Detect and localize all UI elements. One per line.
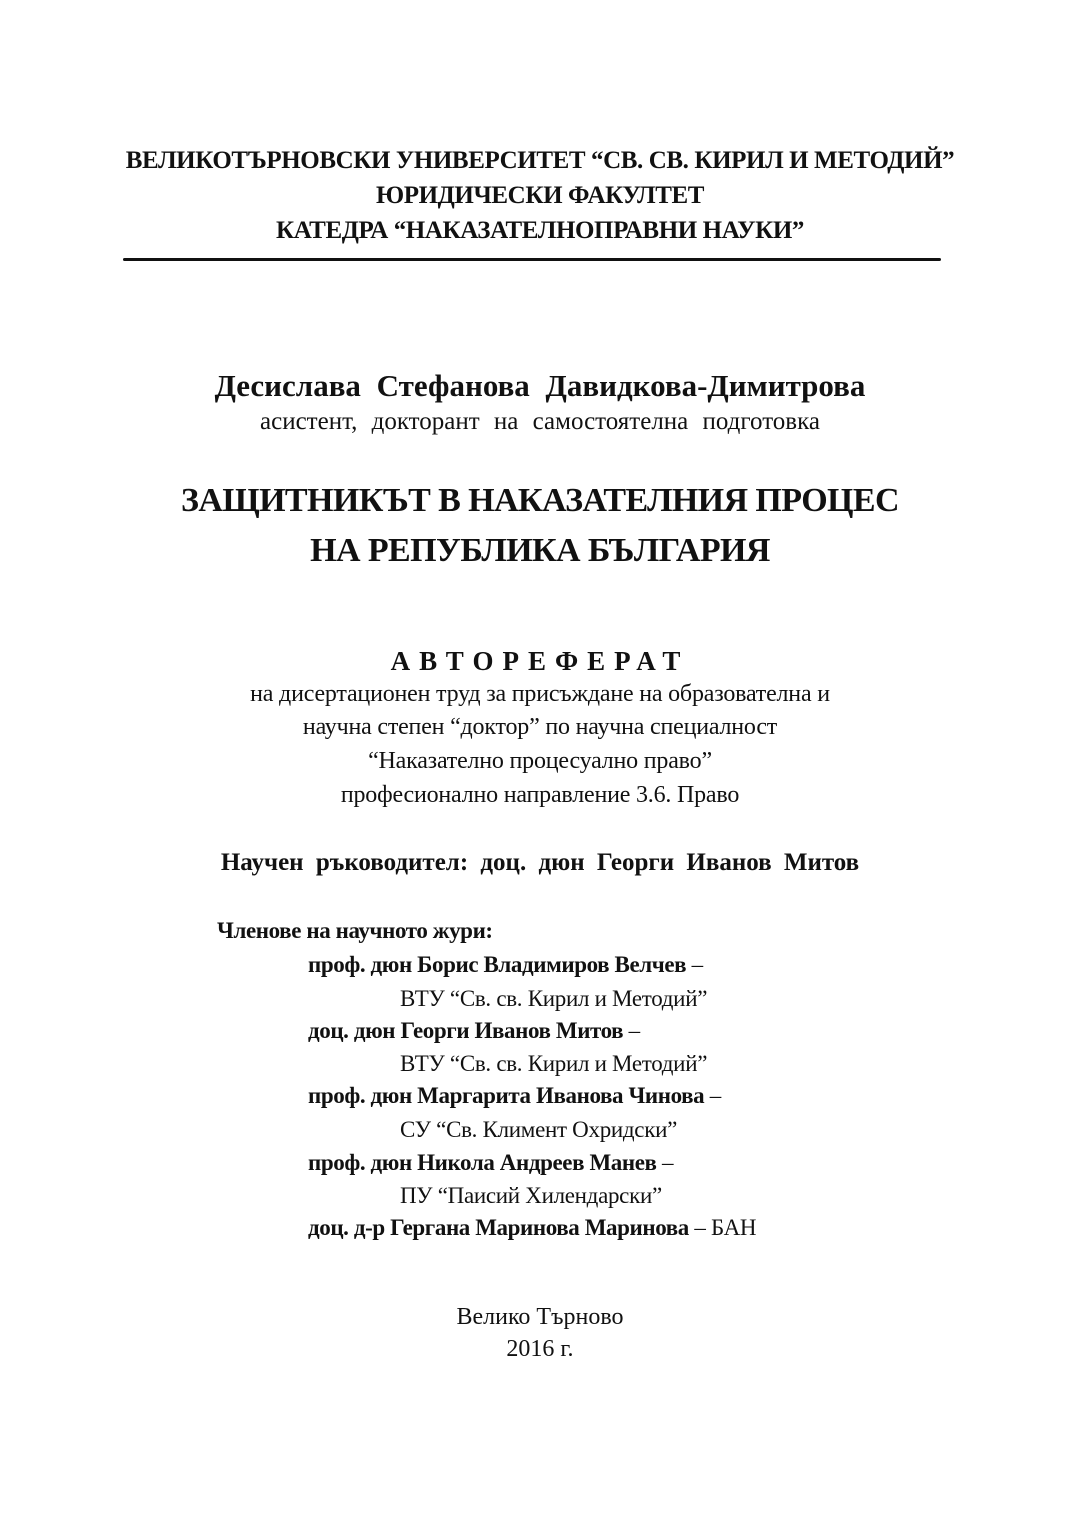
thesis-title-line-2: НА РЕПУБЛИКА БЪЛГАРИЯ	[310, 532, 770, 569]
author-name: Десислава Стефанова Давидкова-Димитрова	[214, 368, 866, 403]
jury-member	[308, 1150, 673, 1176]
jury-member-name: доц. д-р Гергана Маринова Маринова	[308, 1215, 689, 1240]
jury-member	[308, 1215, 756, 1241]
jury-heading: Членове на научното жури:	[217, 918, 493, 943]
jury-member-affiliation: ВТУ “Св. св. Кирил и Методий”	[400, 986, 708, 1011]
jury-member-name: проф. дюн Борис Владимиров Велчев	[308, 952, 687, 977]
faculty-name: ЮРИДИЧЕСКИ ФАКУЛТЕТ	[375, 182, 705, 209]
professional-field: професионално направление 3.6. Право	[340, 782, 740, 808]
department-name: КАТЕДРА “НАКАЗАТЕЛНОПРАВНИ НАУКИ”	[276, 217, 804, 244]
jury-member-affiliation: – БАН	[688, 1215, 757, 1240]
jury-member-dash: –	[704, 1083, 721, 1108]
jury-member	[308, 1018, 640, 1044]
abstract-description-line-2: научна степен “доктор” по научна специалност	[302, 714, 778, 740]
jury-member-dash: –	[686, 952, 703, 977]
author-role: асистент, докторант на самостоятелна подготовка	[260, 408, 820, 435]
supervisor: Научен ръководител: доц. дюн Георги Иванов Митов	[220, 849, 860, 876]
jury-member-dash: –	[623, 1018, 640, 1043]
jury-member-name: проф. дюн Никола Андреев Манев	[308, 1150, 657, 1175]
city: Велико Търново	[456, 1304, 624, 1330]
jury-member	[308, 952, 703, 978]
abstract-description-line-1: на дисертационен труд за присъждане на образователна и	[250, 681, 830, 707]
jury-member-name: доц. дюн Георги Иванов Митов	[308, 1018, 624, 1043]
header-divider	[123, 258, 941, 261]
specialty: “Наказателно процесуално право”	[368, 748, 712, 774]
year: 2016 г.	[506, 1336, 574, 1362]
jury-member-name: проф. дюн Маргарита Иванова Чинова	[308, 1083, 705, 1108]
thesis-title-line-1: ЗАЩИТНИКЪТ В НАКАЗАТЕЛНИЯ ПРОЦЕС	[181, 482, 899, 519]
jury-member-affiliation: ВТУ “Св. св. Кирил и Методий”	[400, 1051, 708, 1076]
jury-member	[308, 1083, 721, 1109]
jury-member-dash: –	[656, 1150, 674, 1175]
jury-member-affiliation: СУ “Св. Климент Охридски”	[400, 1117, 678, 1142]
jury-member-affiliation: ПУ “Паисий Хилендарски”	[400, 1183, 662, 1208]
university-name: ВЕЛИКОТЪРНОВСКИ УНИВЕРСИТЕТ “СВ. СВ. КИРИЛ И МЕТОДИЙ”	[125, 147, 955, 174]
document-type: АВТОРЕФЕРАТ	[390, 646, 690, 676]
